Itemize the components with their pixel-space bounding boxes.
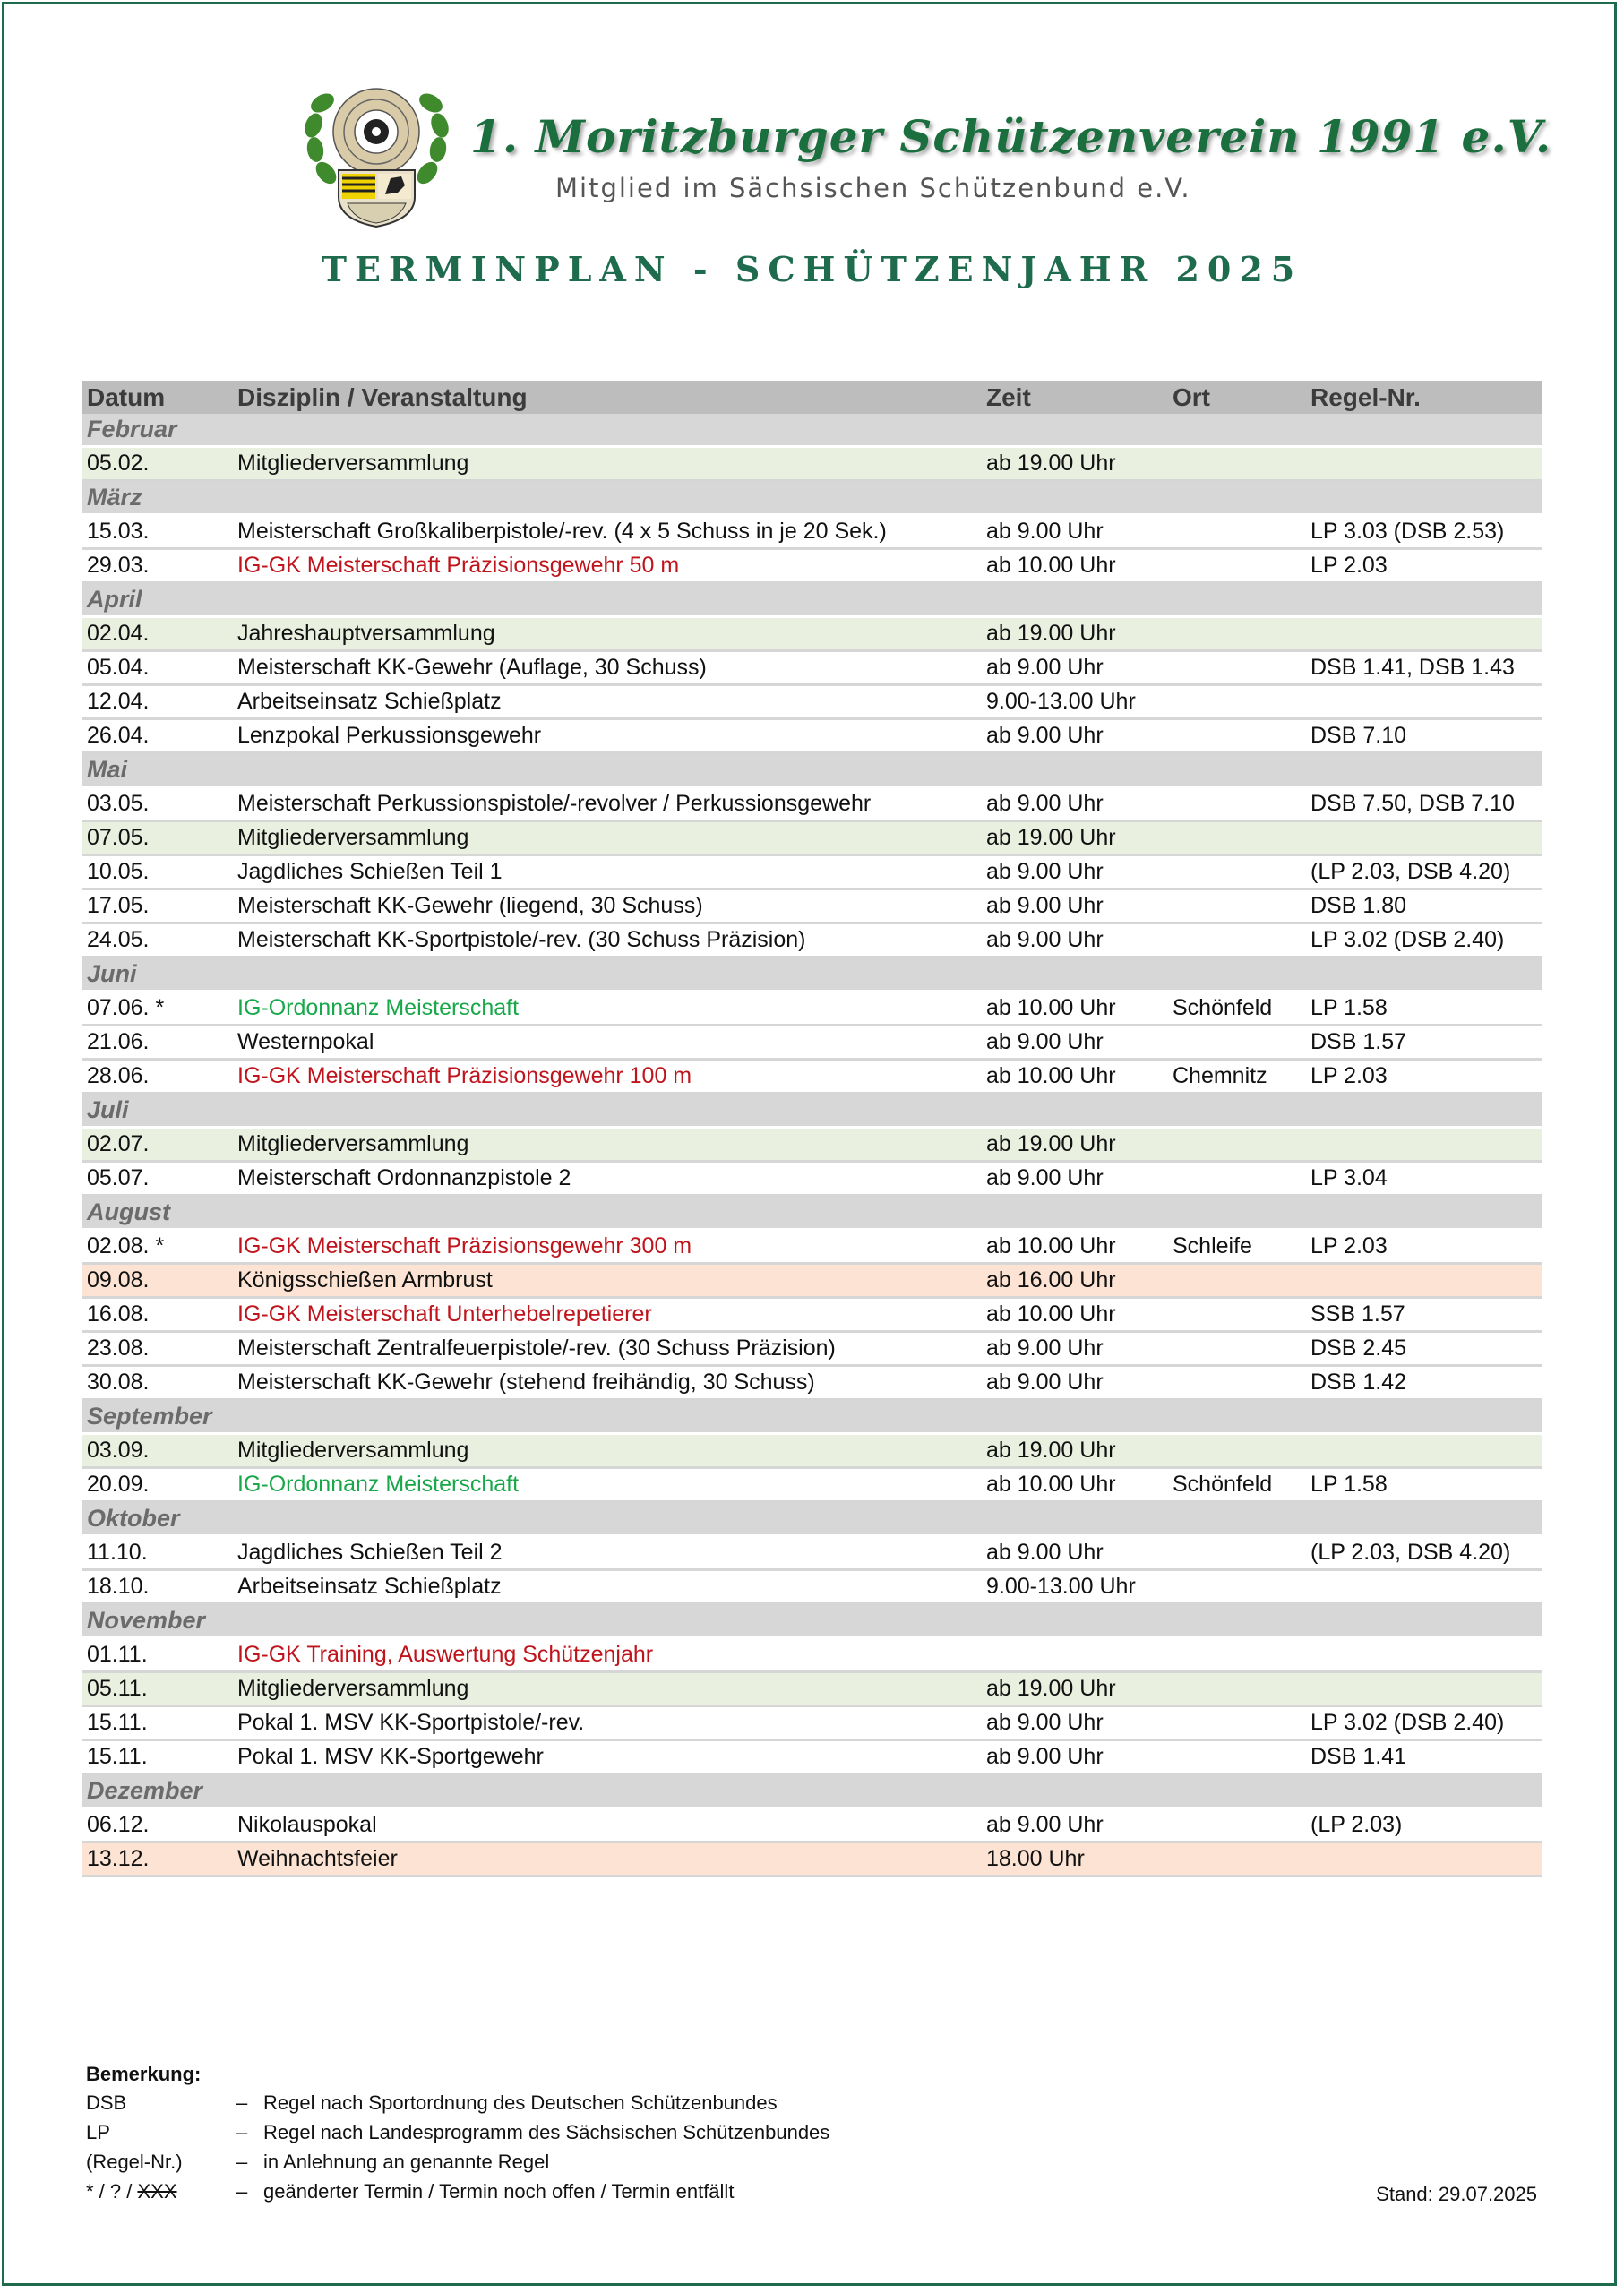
table-row — [82, 1740, 1542, 1774]
cell-place — [1167, 1162, 1305, 1196]
cell-place — [1167, 617, 1305, 651]
cell-time: ab 9.00 Uhr — [981, 1366, 1167, 1400]
cell-date: 26.04. — [82, 719, 232, 753]
month-label: März — [82, 481, 1542, 515]
cell-date: 18.10. — [82, 1570, 232, 1604]
month-label: Juni — [82, 958, 1542, 992]
cell-rule: DSB 1.80 — [1305, 889, 1542, 923]
table-row — [82, 821, 1542, 855]
cell-place: Schönfeld — [1167, 1468, 1305, 1502]
cell-place — [1167, 1706, 1305, 1740]
cell-event: IG-Ordonnanz Meisterschaft — [232, 1468, 981, 1502]
cell-rule: SSB 1.57 — [1305, 1298, 1542, 1332]
table-row — [82, 889, 1542, 923]
cell-date: 12.04. — [82, 685, 232, 719]
cell-date: 05.07. — [82, 1162, 232, 1196]
cell-place — [1167, 821, 1305, 855]
cell-place — [1167, 1128, 1305, 1162]
cell-date: 07.06. * — [82, 992, 232, 1026]
cell-place — [1167, 787, 1305, 821]
table-row — [82, 515, 1542, 549]
club-name: 1. Moritzburger Schützenverein 1991 e.V. — [470, 110, 1552, 163]
cell-rule — [1305, 821, 1542, 855]
table-row — [82, 1332, 1542, 1366]
cell-time: ab 10.00 Uhr — [981, 1298, 1167, 1332]
table-row — [82, 549, 1542, 583]
cell-place — [1167, 651, 1305, 685]
remark-row — [86, 2121, 829, 2151]
month-row — [82, 753, 1542, 787]
cell-place — [1167, 1026, 1305, 1060]
month-label: Juli — [82, 1094, 1542, 1128]
remark-abbr-symbols: * / ? / — [86, 2180, 138, 2203]
cell-rule: LP 2.03 — [1305, 1230, 1542, 1264]
column-header-place: Ort — [1167, 381, 1305, 414]
month-label: Dezember — [82, 1774, 1542, 1808]
table-row — [82, 923, 1542, 958]
cell-place — [1167, 685, 1305, 719]
table-row — [82, 651, 1542, 685]
cell-rule: DSB 2.45 — [1305, 1332, 1542, 1366]
cell-time: ab 19.00 Uhr — [981, 821, 1167, 855]
cell-place: Schleife — [1167, 1230, 1305, 1264]
column-header-time: Zeit — [981, 381, 1167, 414]
cell-rule: LP 3.04 — [1305, 1162, 1542, 1196]
cell-rule — [1305, 1570, 1542, 1604]
cell-time: ab 10.00 Uhr — [981, 1468, 1167, 1502]
cell-event: Jahreshauptversammlung — [232, 617, 981, 651]
cell-event: Meisterschaft Großkaliberpistole/-rev. (4 x 5 Schuss in je 20 Sek.) — [232, 515, 981, 549]
cell-time: ab 19.00 Uhr — [981, 1128, 1167, 1162]
cell-date: 24.05. — [82, 923, 232, 958]
cell-date: 13.12. — [82, 1842, 232, 1876]
month-label: November — [82, 1604, 1542, 1638]
table-row — [82, 685, 1542, 719]
cell-rule — [1305, 1434, 1542, 1468]
cell-event: IG-GK Meisterschaft Unterhebelrepetierer — [232, 1298, 981, 1332]
remark-row — [86, 2151, 829, 2180]
cell-rule: LP 1.58 — [1305, 992, 1542, 1026]
table-row — [82, 1536, 1542, 1570]
cell-place — [1167, 1264, 1305, 1298]
remark-text: Regel nach Sportordnung des Deutschen Schützenbundes — [263, 2091, 778, 2114]
table-row — [82, 1026, 1542, 1060]
cell-event: IG-GK Meisterschaft Präzisionsgewehr 100 m — [232, 1060, 981, 1094]
cell-event: Jagdliches Schießen Teil 2 — [232, 1536, 981, 1570]
cell-place — [1167, 515, 1305, 549]
cell-place — [1167, 719, 1305, 753]
month-row — [82, 1094, 1542, 1128]
remark-row — [86, 2091, 829, 2121]
cell-place — [1167, 549, 1305, 583]
cell-rule: LP 2.03 — [1305, 1060, 1542, 1094]
cell-date: 02.04. — [82, 617, 232, 651]
month-label: Oktober — [82, 1502, 1542, 1536]
cell-rule: (LP 2.03) — [1305, 1808, 1542, 1842]
cell-date: 05.04. — [82, 651, 232, 685]
cell-rule — [1305, 685, 1542, 719]
cell-rule: LP 1.58 — [1305, 1468, 1542, 1502]
cell-event: Meisterschaft Perkussionspistole/-revolver / Perkussionsgewehr — [232, 787, 981, 821]
month-row — [82, 1774, 1542, 1808]
table-row — [82, 1060, 1542, 1094]
remarks-heading: Bemerkung: — [86, 2063, 202, 2085]
month-label: Mai — [82, 753, 1542, 787]
remark-abbr: LP — [86, 2121, 110, 2143]
cell-time: ab 9.00 Uhr — [981, 855, 1167, 889]
month-label: April — [82, 583, 1542, 617]
cell-time: ab 9.00 Uhr — [981, 1162, 1167, 1196]
cell-event: Mitgliederversammlung — [232, 1128, 981, 1162]
remark-abbr: (Regel-Nr.) — [86, 2151, 183, 2173]
cell-rule — [1305, 617, 1542, 651]
cell-event: Weihnachtsfeier — [232, 1842, 981, 1876]
cell-rule — [1305, 447, 1542, 481]
cell-place — [1167, 1842, 1305, 1876]
table-row — [82, 1570, 1542, 1604]
cell-time: ab 9.00 Uhr — [981, 515, 1167, 549]
cell-time: ab 9.00 Uhr — [981, 1808, 1167, 1842]
cell-place — [1167, 889, 1305, 923]
cell-time — [981, 1638, 1167, 1672]
cell-date: 29.03. — [82, 549, 232, 583]
cell-time: ab 9.00 Uhr — [981, 1332, 1167, 1366]
cell-event: IG-GK Meisterschaft Präzisionsgewehr 50 m — [232, 549, 981, 583]
cell-date: 30.08. — [82, 1366, 232, 1400]
cell-rule — [1305, 1264, 1542, 1298]
remarks — [86, 2063, 829, 2210]
month-row — [82, 583, 1542, 617]
cell-rule: DSB 1.57 — [1305, 1026, 1542, 1060]
cell-date: 16.08. — [82, 1298, 232, 1332]
cell-rule — [1305, 1842, 1542, 1876]
cell-rule: LP 2.03 — [1305, 549, 1542, 583]
schedule-body — [82, 414, 1542, 1876]
cell-time: ab 10.00 Uhr — [981, 549, 1167, 583]
table-row — [82, 447, 1542, 481]
cell-event: Pokal 1. MSV KK-Sportgewehr — [232, 1740, 981, 1774]
month-label: Februar — [82, 414, 1542, 447]
cell-rule: DSB 1.41 — [1305, 1740, 1542, 1774]
schedule-table — [82, 381, 1542, 1877]
cell-time: ab 9.00 Uhr — [981, 1026, 1167, 1060]
cell-rule: (LP 2.03, DSB 4.20) — [1305, 855, 1542, 889]
column-header-rule: Regel-Nr. — [1305, 381, 1542, 414]
table-row — [82, 787, 1542, 821]
remark-dash: – — [236, 2180, 248, 2203]
cell-place — [1167, 1434, 1305, 1468]
cell-place — [1167, 1298, 1305, 1332]
cell-date: 23.08. — [82, 1332, 232, 1366]
cell-date: 03.05. — [82, 787, 232, 821]
cell-date: 11.10. — [82, 1536, 232, 1570]
month-label: September — [82, 1400, 1542, 1434]
cell-place: Schönfeld — [1167, 992, 1305, 1026]
cell-time: ab 19.00 Uhr — [981, 447, 1167, 481]
cell-rule: (LP 2.03, DSB 4.20) — [1305, 1536, 1542, 1570]
revision-date: Stand: 29.07.2025 — [1376, 2183, 1537, 2205]
month-row — [82, 414, 1542, 447]
table-row — [82, 1808, 1542, 1842]
cell-date: 21.06. — [82, 1026, 232, 1060]
cell-date: 02.08. * — [82, 1230, 232, 1264]
cell-date: 20.09. — [82, 1468, 232, 1502]
cell-event: Königsschießen Armbrust — [232, 1264, 981, 1298]
cell-time: ab 9.00 Uhr — [981, 719, 1167, 753]
cell-time: ab 9.00 Uhr — [981, 1740, 1167, 1774]
cell-time: ab 9.00 Uhr — [981, 1536, 1167, 1570]
remark-dash: – — [236, 2151, 248, 2173]
table-header-row — [82, 381, 1542, 414]
cell-date: 10.05. — [82, 855, 232, 889]
remark-abbr — [86, 2180, 236, 2210]
cell-event: Mitgliederversammlung — [232, 1672, 981, 1706]
cell-place — [1167, 1570, 1305, 1604]
cell-time: ab 9.00 Uhr — [981, 651, 1167, 685]
month-row — [82, 1502, 1542, 1536]
club-subtitle: Mitglied im Sächsischen Schützenbund e.V. — [555, 173, 1191, 203]
column-header-event: Disziplin / Veranstaltung — [232, 381, 981, 414]
cell-date: 17.05. — [82, 889, 232, 923]
cell-event: Lenzpokal Perkussionsgewehr — [232, 719, 981, 753]
table-row — [82, 1434, 1542, 1468]
cell-place — [1167, 1332, 1305, 1366]
cell-event: Arbeitseinsatz Schießplatz — [232, 1570, 981, 1604]
cell-event: Meisterschaft KK-Gewehr (Auflage, 30 Schuss) — [232, 651, 981, 685]
cell-time: ab 9.00 Uhr — [981, 889, 1167, 923]
cell-event: IG-GK Training, Auswertung Schützenjahr — [232, 1638, 981, 1672]
cell-time: ab 10.00 Uhr — [981, 1060, 1167, 1094]
cell-place: Chemnitz — [1167, 1060, 1305, 1094]
cell-time: ab 19.00 Uhr — [981, 1672, 1167, 1706]
month-row — [82, 958, 1542, 992]
table-row — [82, 1128, 1542, 1162]
cell-time: 9.00-13.00 Uhr — [981, 1570, 1167, 1604]
cell-event: Meisterschaft KK-Sportpistole/-rev. (30 Schuss Präzision) — [232, 923, 981, 958]
header — [0, 76, 1624, 237]
cell-place — [1167, 923, 1305, 958]
cell-place — [1167, 1740, 1305, 1774]
remark-dash: – — [236, 2091, 248, 2114]
cell-place — [1167, 1366, 1305, 1400]
table-row — [82, 992, 1542, 1026]
cell-place — [1167, 1672, 1305, 1706]
cell-time: ab 10.00 Uhr — [981, 992, 1167, 1026]
remark-dash: – — [236, 2121, 248, 2143]
cell-event: Meisterschaft KK-Gewehr (liegend, 30 Schuss) — [232, 889, 981, 923]
cell-event: Pokal 1. MSV KK-Sportpistole/-rev. — [232, 1706, 981, 1740]
table-row — [82, 1638, 1542, 1672]
cell-date: 05.11. — [82, 1672, 232, 1706]
cell-date: 03.09. — [82, 1434, 232, 1468]
cell-time: 9.00-13.00 Uhr — [981, 685, 1167, 719]
table-row — [82, 1298, 1542, 1332]
cell-event: Mitgliederversammlung — [232, 1434, 981, 1468]
cell-place — [1167, 1536, 1305, 1570]
cell-rule — [1305, 1638, 1542, 1672]
remark-abbr-struck: XXX — [137, 2180, 177, 2203]
table-row — [82, 1842, 1542, 1876]
cell-event: Meisterschaft Zentralfeuerpistole/-rev. (30 Schuss Präzision) — [232, 1332, 981, 1366]
cell-date: 28.06. — [82, 1060, 232, 1094]
cell-time: ab 10.00 Uhr — [981, 1230, 1167, 1264]
remark-row — [86, 2180, 829, 2210]
cell-date: 15.11. — [82, 1740, 232, 1774]
cell-event: Westernpokal — [232, 1026, 981, 1060]
cell-event: Jagdliches Schießen Teil 1 — [232, 855, 981, 889]
cell-rule: DSB 1.42 — [1305, 1366, 1542, 1400]
table-row — [82, 1162, 1542, 1196]
table-row — [82, 1672, 1542, 1706]
cell-event: Mitgliederversammlung — [232, 447, 981, 481]
remark-text: geänderter Termin / Termin noch offen / Termin entfällt — [263, 2180, 735, 2203]
table-row — [82, 719, 1542, 753]
table-row — [82, 1468, 1542, 1502]
cell-place — [1167, 1808, 1305, 1842]
cell-time: 18.00 Uhr — [981, 1842, 1167, 1876]
cell-date: 05.02. — [82, 447, 232, 481]
cell-event: IG-GK Meisterschaft Präzisionsgewehr 300 m — [232, 1230, 981, 1264]
month-row — [82, 481, 1542, 515]
cell-date: 06.12. — [82, 1808, 232, 1842]
cell-event: Nikolauspokal — [232, 1808, 981, 1842]
cell-place — [1167, 1638, 1305, 1672]
cell-place — [1167, 447, 1305, 481]
cell-date: 07.05. — [82, 821, 232, 855]
table-row — [82, 855, 1542, 889]
cell-time: ab 19.00 Uhr — [981, 1434, 1167, 1468]
cell-rule: LP 3.03 (DSB 2.53) — [1305, 515, 1542, 549]
cell-time: ab 16.00 Uhr — [981, 1264, 1167, 1298]
cell-rule: DSB 7.50, DSB 7.10 — [1305, 787, 1542, 821]
club-logo-icon — [303, 76, 451, 228]
cell-date: 15.11. — [82, 1706, 232, 1740]
cell-place — [1167, 855, 1305, 889]
cell-rule: DSB 1.41, DSB 1.43 — [1305, 651, 1542, 685]
cell-rule — [1305, 1672, 1542, 1706]
cell-event: Meisterschaft Ordonnanzpistole 2 — [232, 1162, 981, 1196]
table-row — [82, 1230, 1542, 1264]
remark-abbr: DSB — [86, 2091, 127, 2114]
cell-date: 09.08. — [82, 1264, 232, 1298]
cell-time: ab 9.00 Uhr — [981, 923, 1167, 958]
column-header-date: Datum — [82, 381, 232, 414]
remark-text: Regel nach Landesprogramm des Sächsischen Schützenbundes — [263, 2121, 830, 2143]
table-row — [82, 1366, 1542, 1400]
cell-event: Mitgliederversammlung — [232, 821, 981, 855]
cell-event: Meisterschaft KK-Gewehr (stehend freihändig, 30 Schuss) — [232, 1366, 981, 1400]
cell-time: ab 9.00 Uhr — [981, 787, 1167, 821]
month-label: August — [82, 1196, 1542, 1230]
month-row — [82, 1604, 1542, 1638]
cell-rule: LP 3.02 (DSB 2.40) — [1305, 1706, 1542, 1740]
cell-event: IG-Ordonnanz Meisterschaft — [232, 992, 981, 1026]
page-title: TERMINPLAN - SCHÜTZENJAHR 2025 — [321, 249, 1303, 289]
cell-date: 01.11. — [82, 1638, 232, 1672]
cell-rule — [1305, 1128, 1542, 1162]
cell-rule: LP 3.02 (DSB 2.40) — [1305, 923, 1542, 958]
month-row — [82, 1400, 1542, 1434]
cell-date: 02.07. — [82, 1128, 232, 1162]
cell-event: Arbeitseinsatz Schießplatz — [232, 685, 981, 719]
cell-time: ab 19.00 Uhr — [981, 617, 1167, 651]
remark-text: in Anlehnung an genannte Regel — [263, 2151, 550, 2173]
cell-rule: DSB 7.10 — [1305, 719, 1542, 753]
table-row — [82, 617, 1542, 651]
cell-time: ab 9.00 Uhr — [981, 1706, 1167, 1740]
table-row — [82, 1264, 1542, 1298]
cell-date: 15.03. — [82, 515, 232, 549]
month-row — [82, 1196, 1542, 1230]
table-row — [82, 1706, 1542, 1740]
